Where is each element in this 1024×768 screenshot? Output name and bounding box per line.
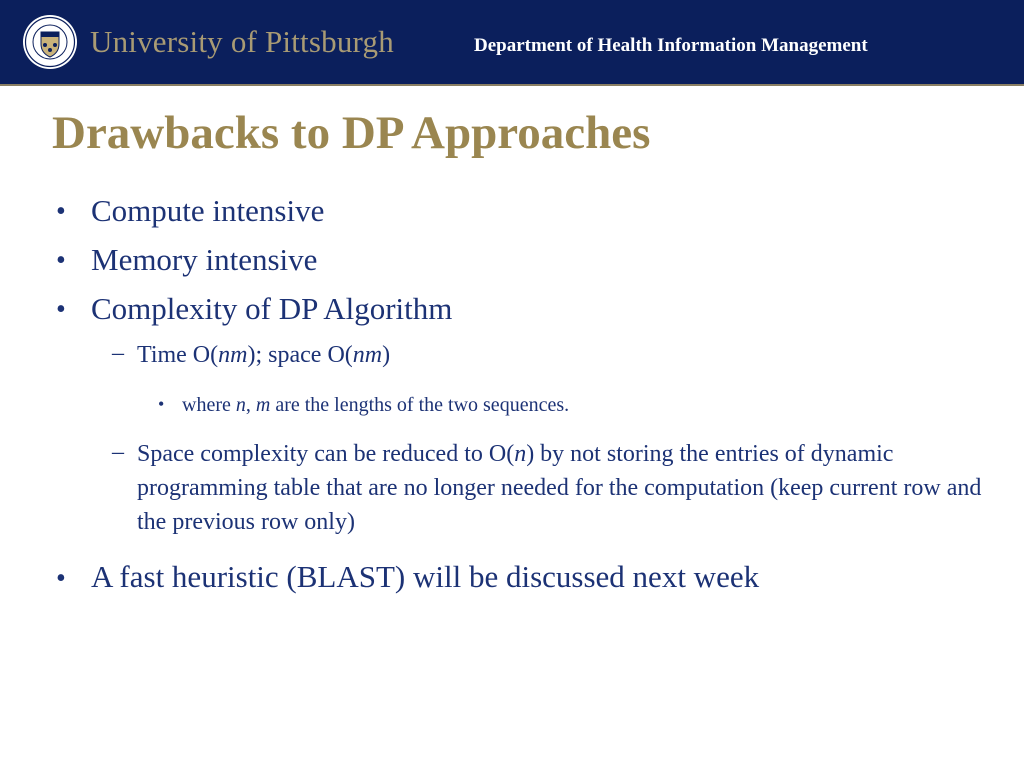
bullet-complexity: Complexity of DP Algorithm: [91, 291, 453, 326]
var-nm: nm: [218, 342, 248, 368]
dash-marker: –: [112, 439, 124, 465]
var-n: n: [514, 441, 527, 467]
bullet-compute-intensive: Compute intensive: [91, 193, 325, 228]
text: ,: [245, 394, 256, 416]
text: Time O(: [137, 342, 219, 368]
text: ) by not storing the entries of dynamic programming table that are no longer needed for the computation (keep current row and the previous row only): [137, 441, 982, 535]
var-n: n: [235, 394, 246, 416]
dash-marker: –: [112, 340, 124, 366]
sub-bullet-space-reduction: [137, 437, 987, 539]
text: ); space O(: [247, 342, 353, 368]
sub-sub-bullet-where: [182, 392, 569, 418]
text: are the lengths of the two sequences.: [270, 394, 570, 416]
slide-title: Drawbacks to DP Approaches: [52, 107, 651, 159]
bullet-marker: •: [56, 196, 66, 227]
bullet-marker: •: [56, 294, 66, 325]
sub-bullet-time-space: [137, 338, 987, 372]
bullet-marker: •: [158, 394, 165, 414]
university-name: University of Pittsburgh: [90, 24, 394, 59]
text: ): [382, 342, 391, 368]
bullet-marker: •: [56, 563, 66, 594]
department-name: Department of Health Information Management: [474, 35, 868, 56]
var-m: m: [255, 394, 271, 416]
text: Space complexity can be reduced to O(: [137, 441, 515, 467]
bullet-marker: •: [56, 245, 66, 276]
bullet-memory-intensive: Memory intensive: [91, 242, 318, 277]
bullet-blast: A fast heuristic (BLAST) will be discussed next week: [91, 559, 760, 594]
text: where: [182, 394, 236, 416]
var-nm: nm: [352, 342, 383, 368]
